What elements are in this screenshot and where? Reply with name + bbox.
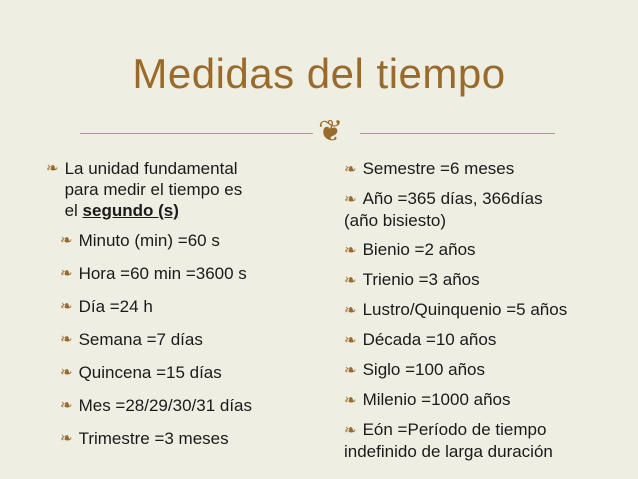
flourish-bullet-icon: ❧ [60, 298, 73, 315]
right-list-item-continuation: indefinido de larga duración [344, 442, 553, 461]
right-list-item [344, 389, 624, 411]
lead-prefix: el [64, 201, 83, 220]
right-list-item [344, 359, 624, 381]
lead-bullet [46, 158, 316, 221]
flourish-bullet-icon: ❧ [46, 160, 59, 177]
right-list-item [344, 269, 624, 291]
right-list-item [344, 329, 624, 351]
right-list-item-text: Milenio =1000 años [362, 390, 511, 409]
right-list-item-text: Siglo =100 años [362, 360, 485, 379]
left-list-item [60, 296, 316, 317]
left-list-item [60, 428, 316, 449]
lead-text [65, 158, 316, 221]
right-column [344, 158, 624, 470]
flourish-bullet-icon: ❧ [344, 272, 357, 289]
flourish-bullet-icon: ❧ [344, 191, 357, 208]
left-list-item [60, 362, 316, 383]
left-column [46, 158, 316, 449]
flourish-bullet-icon: ❧ [344, 302, 357, 319]
divider-left [80, 133, 313, 134]
right-list-item-text: Semestre =6 meses [362, 159, 515, 178]
left-list-item-text: Hora =60 min =3600 s [78, 264, 247, 283]
right-list-item-text: Lustro/Quinquenio =5 años [362, 300, 568, 319]
divider-right [360, 133, 555, 134]
left-list-item-text: Quincena =15 días [78, 363, 222, 382]
left-list-item-text: Minuto (min) =60 s [78, 231, 220, 250]
right-list [344, 158, 624, 462]
flourish-bullet-icon: ❧ [60, 265, 73, 282]
lead-line-2: para medir el tiempo es [64, 180, 243, 199]
left-list-item-text: Mes =28/29/30/31 días [78, 396, 253, 415]
left-list-item-text: Semana =7 días [78, 330, 203, 349]
flourish-bullet-icon: ❧ [60, 430, 73, 447]
flourish-bullet-icon: ❧ [60, 232, 73, 249]
right-list-item [344, 299, 624, 321]
flourish-bullet-icon: ❧ [344, 392, 357, 409]
lead-line-1: La unidad fundamental [64, 159, 238, 178]
right-list-item-continuation: (año bisiesto) [344, 211, 447, 230]
left-list-item-text: Día =24 h [78, 297, 153, 316]
right-list-item [344, 158, 624, 180]
right-list-item [344, 188, 624, 231]
right-list-item-text: Trienio =3 años [362, 270, 480, 289]
left-list-item [60, 395, 316, 416]
left-list-item [60, 263, 316, 284]
flourish-bullet-icon: ❧ [60, 331, 73, 348]
lead-strong-term: segundo (s) [82, 201, 179, 220]
left-list-item [60, 329, 316, 350]
right-list-item-text: Bienio =2 años [362, 240, 476, 259]
flourish-bullet-icon: ❧ [344, 332, 357, 349]
right-list-item-text: Eón =Período de tiempo [362, 420, 547, 439]
flourish-bullet-icon: ❧ [344, 422, 357, 439]
left-sub-list [46, 230, 316, 449]
right-list-item-text: Año =365 días, 366días [362, 189, 543, 208]
swash-icon: ❦ [318, 115, 344, 148]
left-list-item-text: Trimestre =3 meses [78, 429, 229, 448]
flourish-bullet-icon: ❧ [60, 364, 73, 381]
flourish-bullet-icon: ❧ [344, 362, 357, 379]
flourish-bullet-icon: ❧ [60, 397, 73, 414]
right-list-item-text: Década =10 años [362, 330, 497, 349]
flourish-bullet-icon: ❧ [344, 161, 357, 178]
left-list-item [60, 230, 316, 251]
right-list-item [344, 419, 624, 462]
flourish-bullet-icon: ❧ [344, 242, 357, 259]
slide-title: Medidas del tiempo [132, 50, 506, 97]
right-list-item [344, 239, 624, 261]
